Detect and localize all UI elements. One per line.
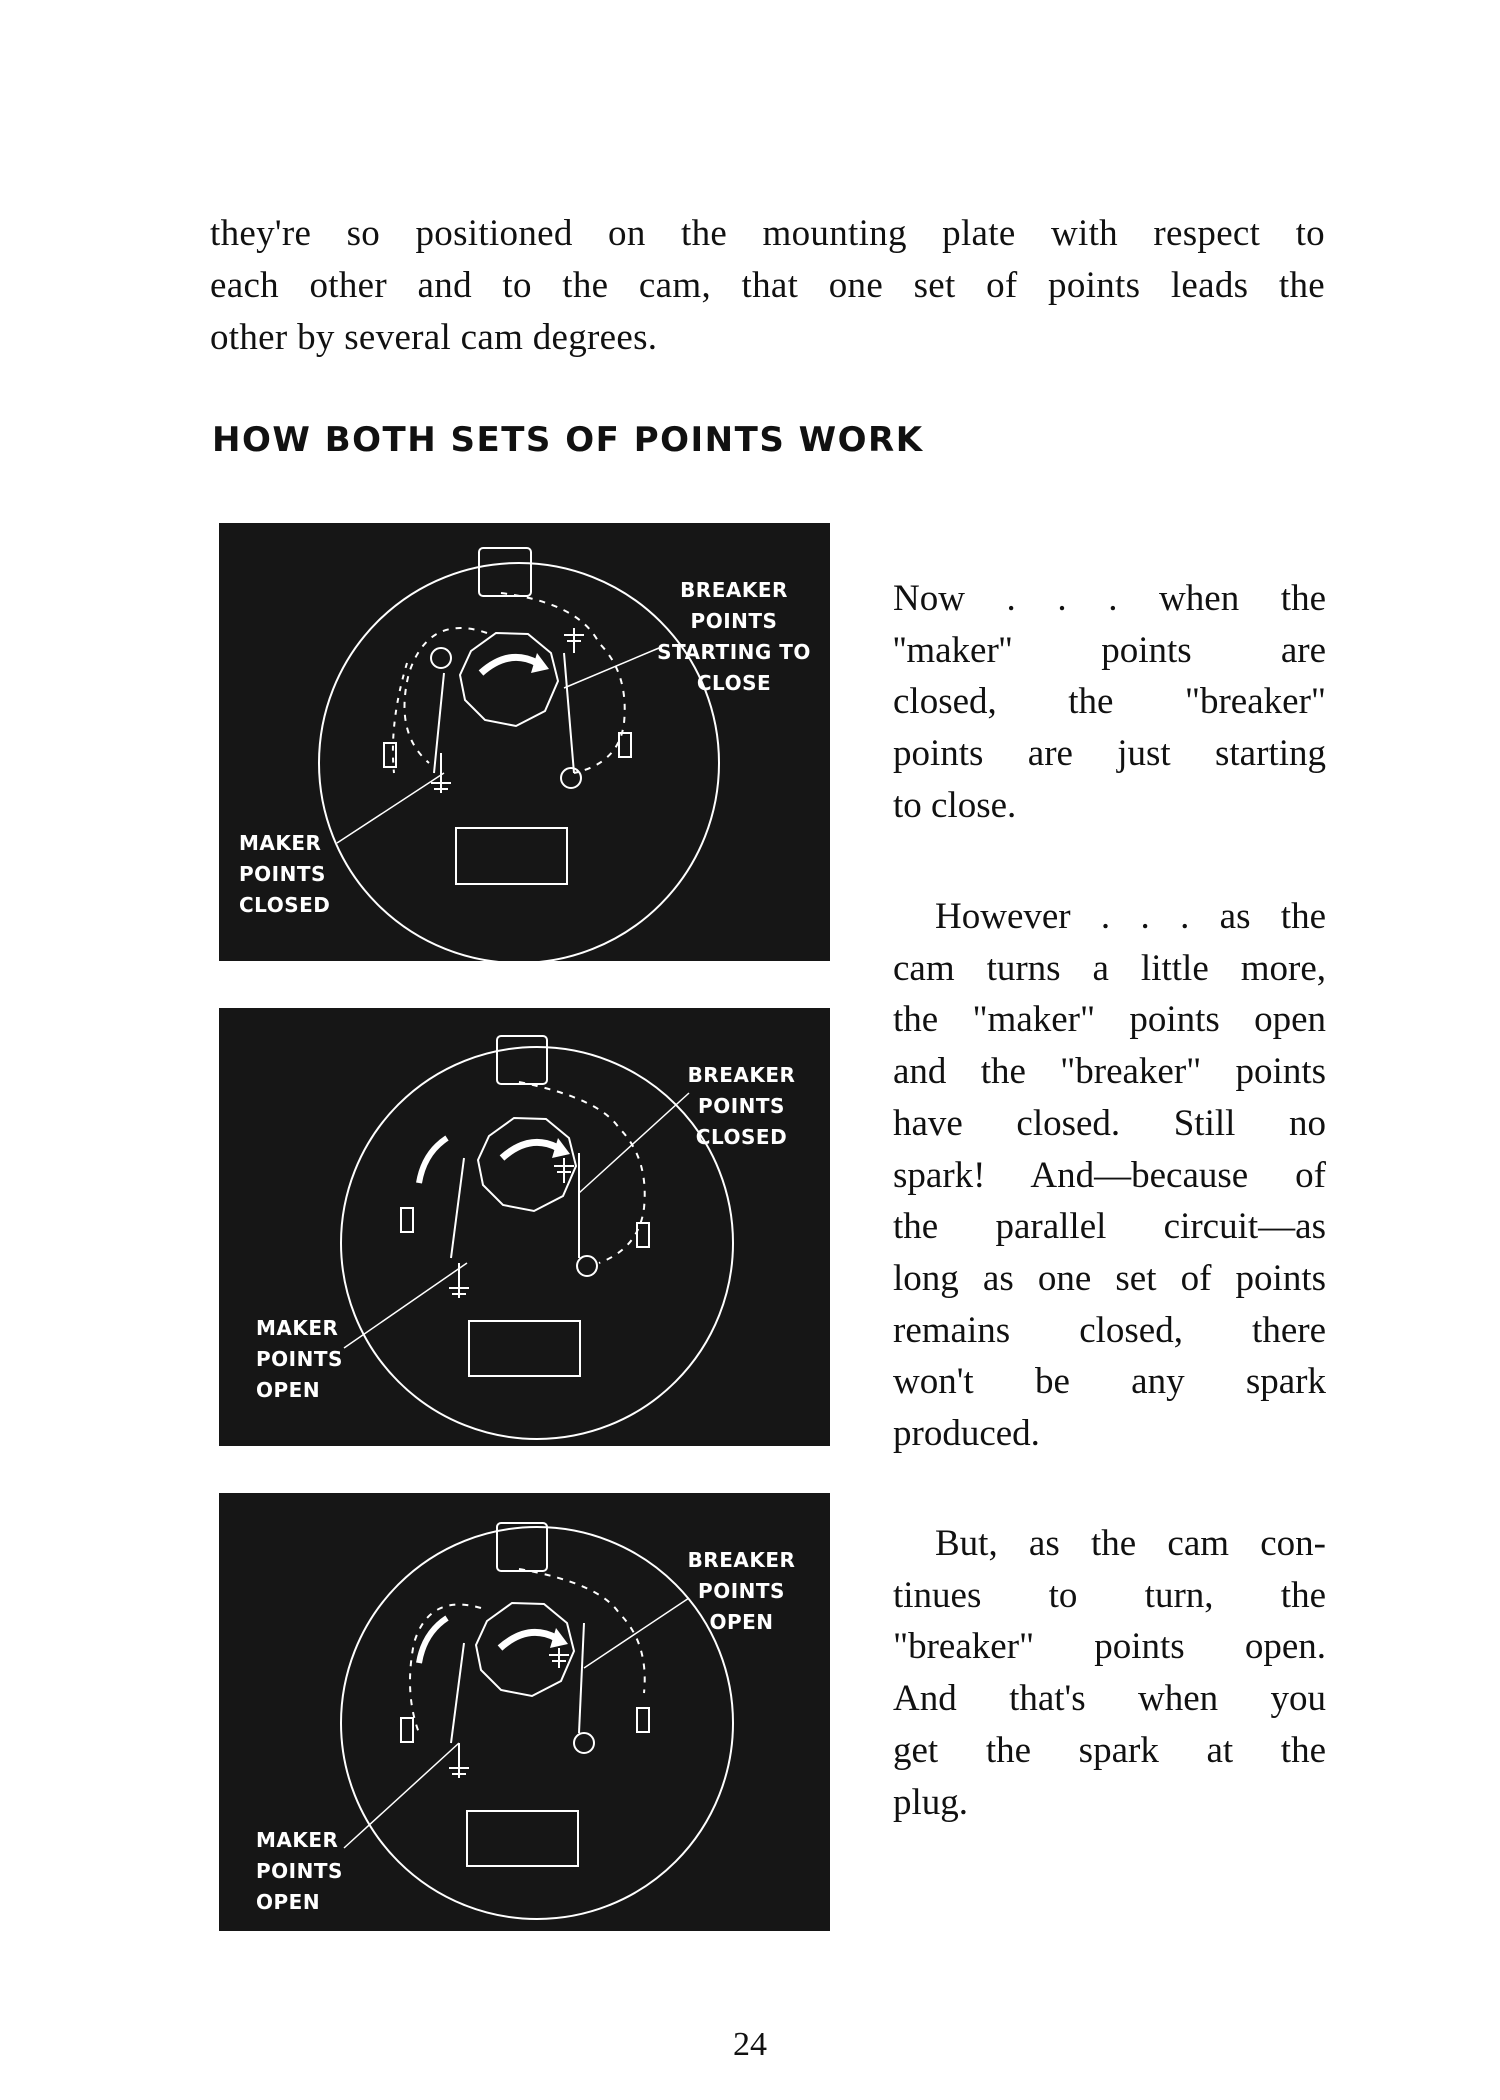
- paragraph-line: remains closed, there: [893, 1309, 1326, 1351]
- paragraph-line: tinues to turn, the: [893, 1574, 1326, 1616]
- intro-line: they're so positioned on the mounting plate with respect to: [210, 213, 1325, 254]
- breaker-points-label: BREAKER POINTS CLOSED: [687, 1063, 796, 1149]
- intro-line: each other and to the cam, that one set of points leads the: [210, 265, 1325, 306]
- breaker-points-label: BREAKER POINTS OPEN: [687, 1548, 796, 1634]
- paragraph-line: get the spark at the: [893, 1729, 1326, 1771]
- figure-breaker-points-closed: [219, 1008, 830, 1446]
- paragraph-line: cam turns a little more,: [893, 947, 1326, 989]
- figure-breaker-points-open: [219, 1493, 830, 1931]
- intro-line: other by several cam degrees.: [210, 317, 658, 358]
- paragraph-line: "breaker" points open.: [893, 1626, 1326, 1668]
- paragraph-line: But, as the cam con-: [935, 1523, 1326, 1564]
- page-number: 24: [733, 2026, 767, 2063]
- maker-points-label: MAKER POINTS OPEN: [256, 1316, 343, 1402]
- paragraph-line: However . . . as the: [935, 896, 1326, 937]
- figure-breaker-starting-to-close: [219, 523, 830, 961]
- paragraph-line: And that's when you: [893, 1678, 1326, 1720]
- paragraph-line: long as one set of points: [893, 1257, 1326, 1299]
- paragraph-line: produced.: [893, 1413, 1040, 1455]
- paragraph-line: have closed. Still no: [893, 1102, 1326, 1144]
- paragraph-line: the parallel circuit—as: [893, 1206, 1326, 1248]
- paragraph-line: points are just starting: [893, 733, 1326, 775]
- paragraph-line: Now . . . when the: [893, 578, 1326, 619]
- breaker-points-label: BREAKER POINTS STARTING TO CLOSE: [657, 578, 811, 695]
- maker-points-label: MAKER POINTS OPEN: [256, 1828, 343, 1914]
- maker-points-label: MAKER POINTS CLOSED: [239, 831, 331, 917]
- paragraph-line: the "maker" points open: [893, 999, 1326, 1041]
- paragraph-line: closed, the "breaker": [893, 681, 1326, 723]
- paragraph-line: plug.: [893, 1781, 969, 1823]
- paragraph-line: ''maker'' points are: [893, 629, 1326, 671]
- explanation-paragraph-3: [893, 1518, 1326, 1828]
- paragraph-line: to close.: [893, 784, 1017, 826]
- explanation-paragraph-2: [893, 891, 1326, 1460]
- paragraph-line: and the "breaker" points: [893, 1051, 1326, 1093]
- section-heading: HOW BOTH SETS OF POINTS WORK: [212, 420, 924, 460]
- paragraph-line: spark! And—because of: [893, 1154, 1326, 1196]
- explanation-paragraph-1: [893, 573, 1326, 832]
- intro-paragraph: [210, 208, 1325, 364]
- paragraph-line: won't be any spark: [893, 1361, 1326, 1403]
